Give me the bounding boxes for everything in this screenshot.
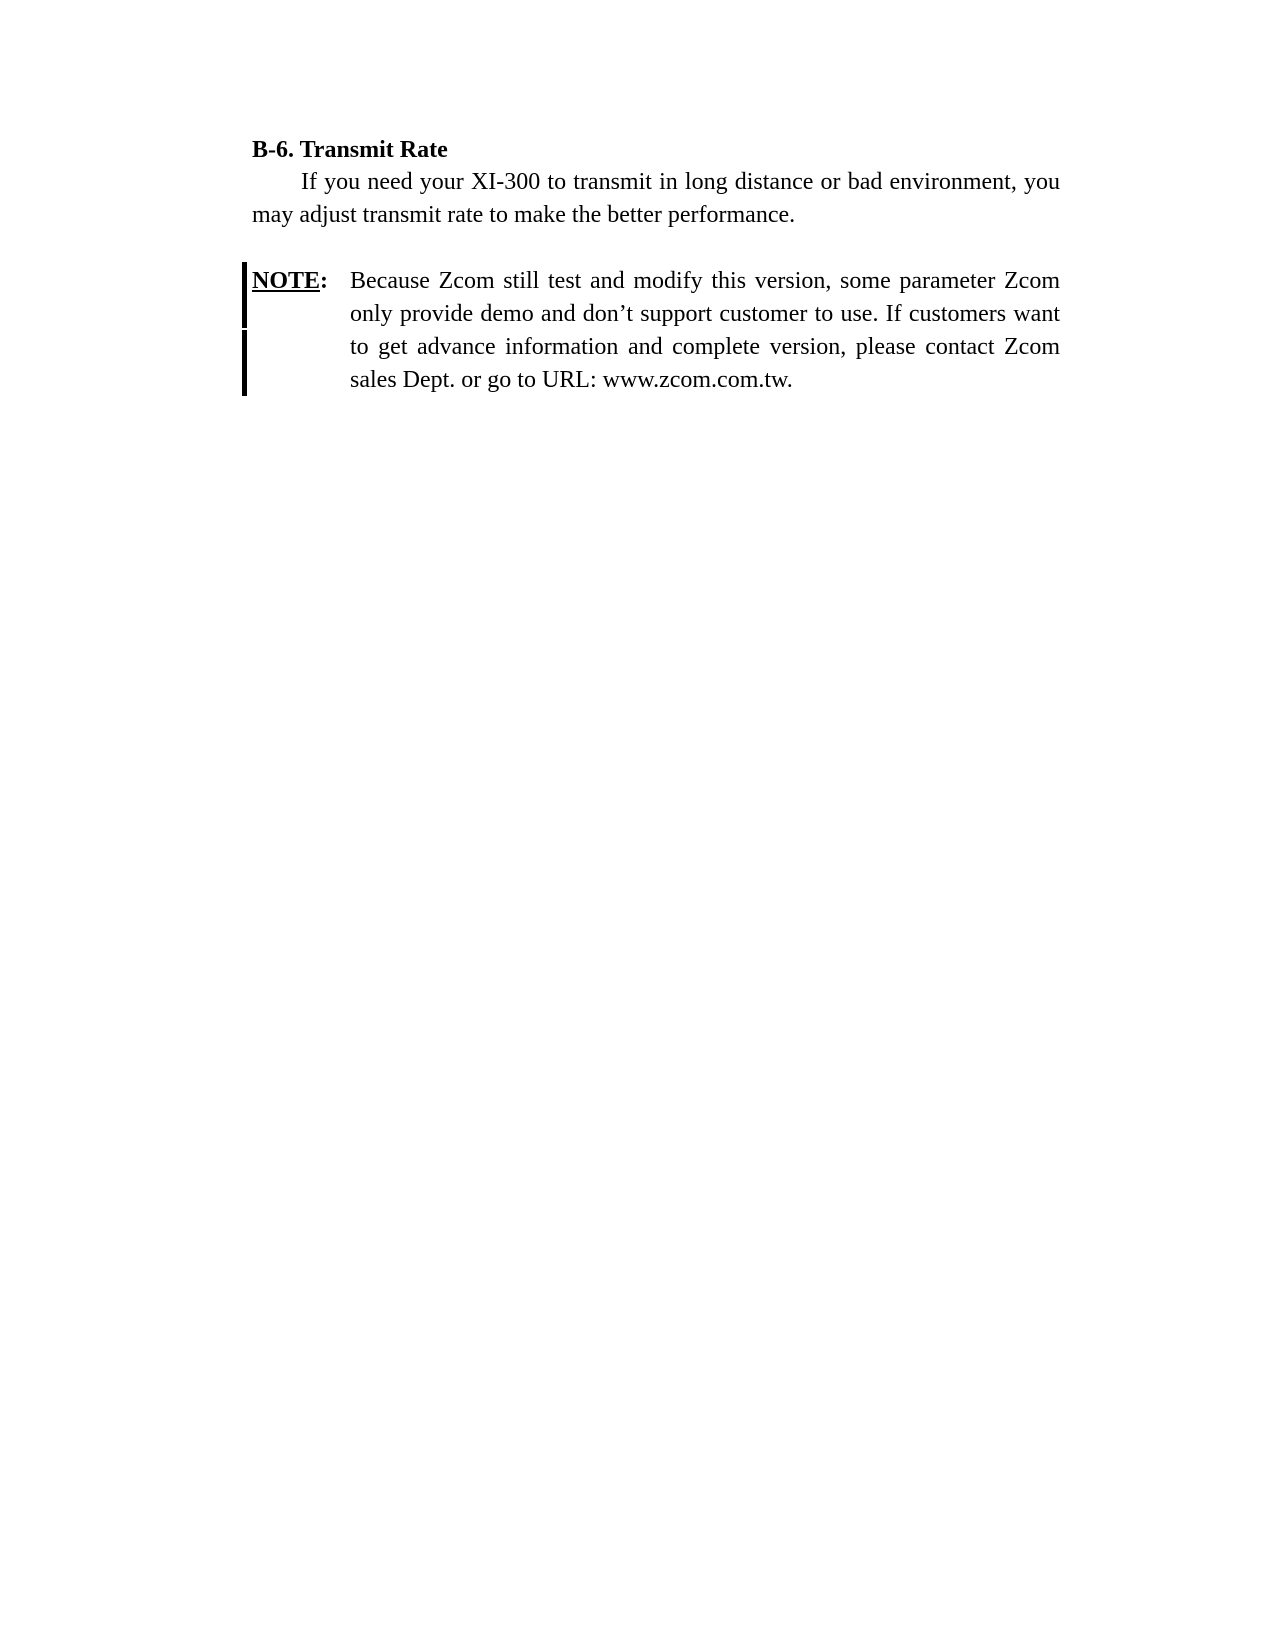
note-label [252,265,328,298]
note-label-colon: : [320,268,329,294]
note-text: Because Zcom still test and modify this version, some parameter Zcom only provide demo and don’t support customer to use. If customers want to get advance information and complete version, please contact Zcom sales Dept. or go to URL: www.zcom.com.tw. [350,268,1060,393]
section-heading: B-6. Transmit Rate [252,137,448,163]
section-intro-paragraph: If you need your XI-300 to transmit in long distance or bad environment, you may adjust transmit rate to make the better performance. [252,169,1060,228]
revision-change-bar [242,330,247,396]
revision-change-bar [242,262,247,328]
note-label-word: NOTE [252,268,321,294]
